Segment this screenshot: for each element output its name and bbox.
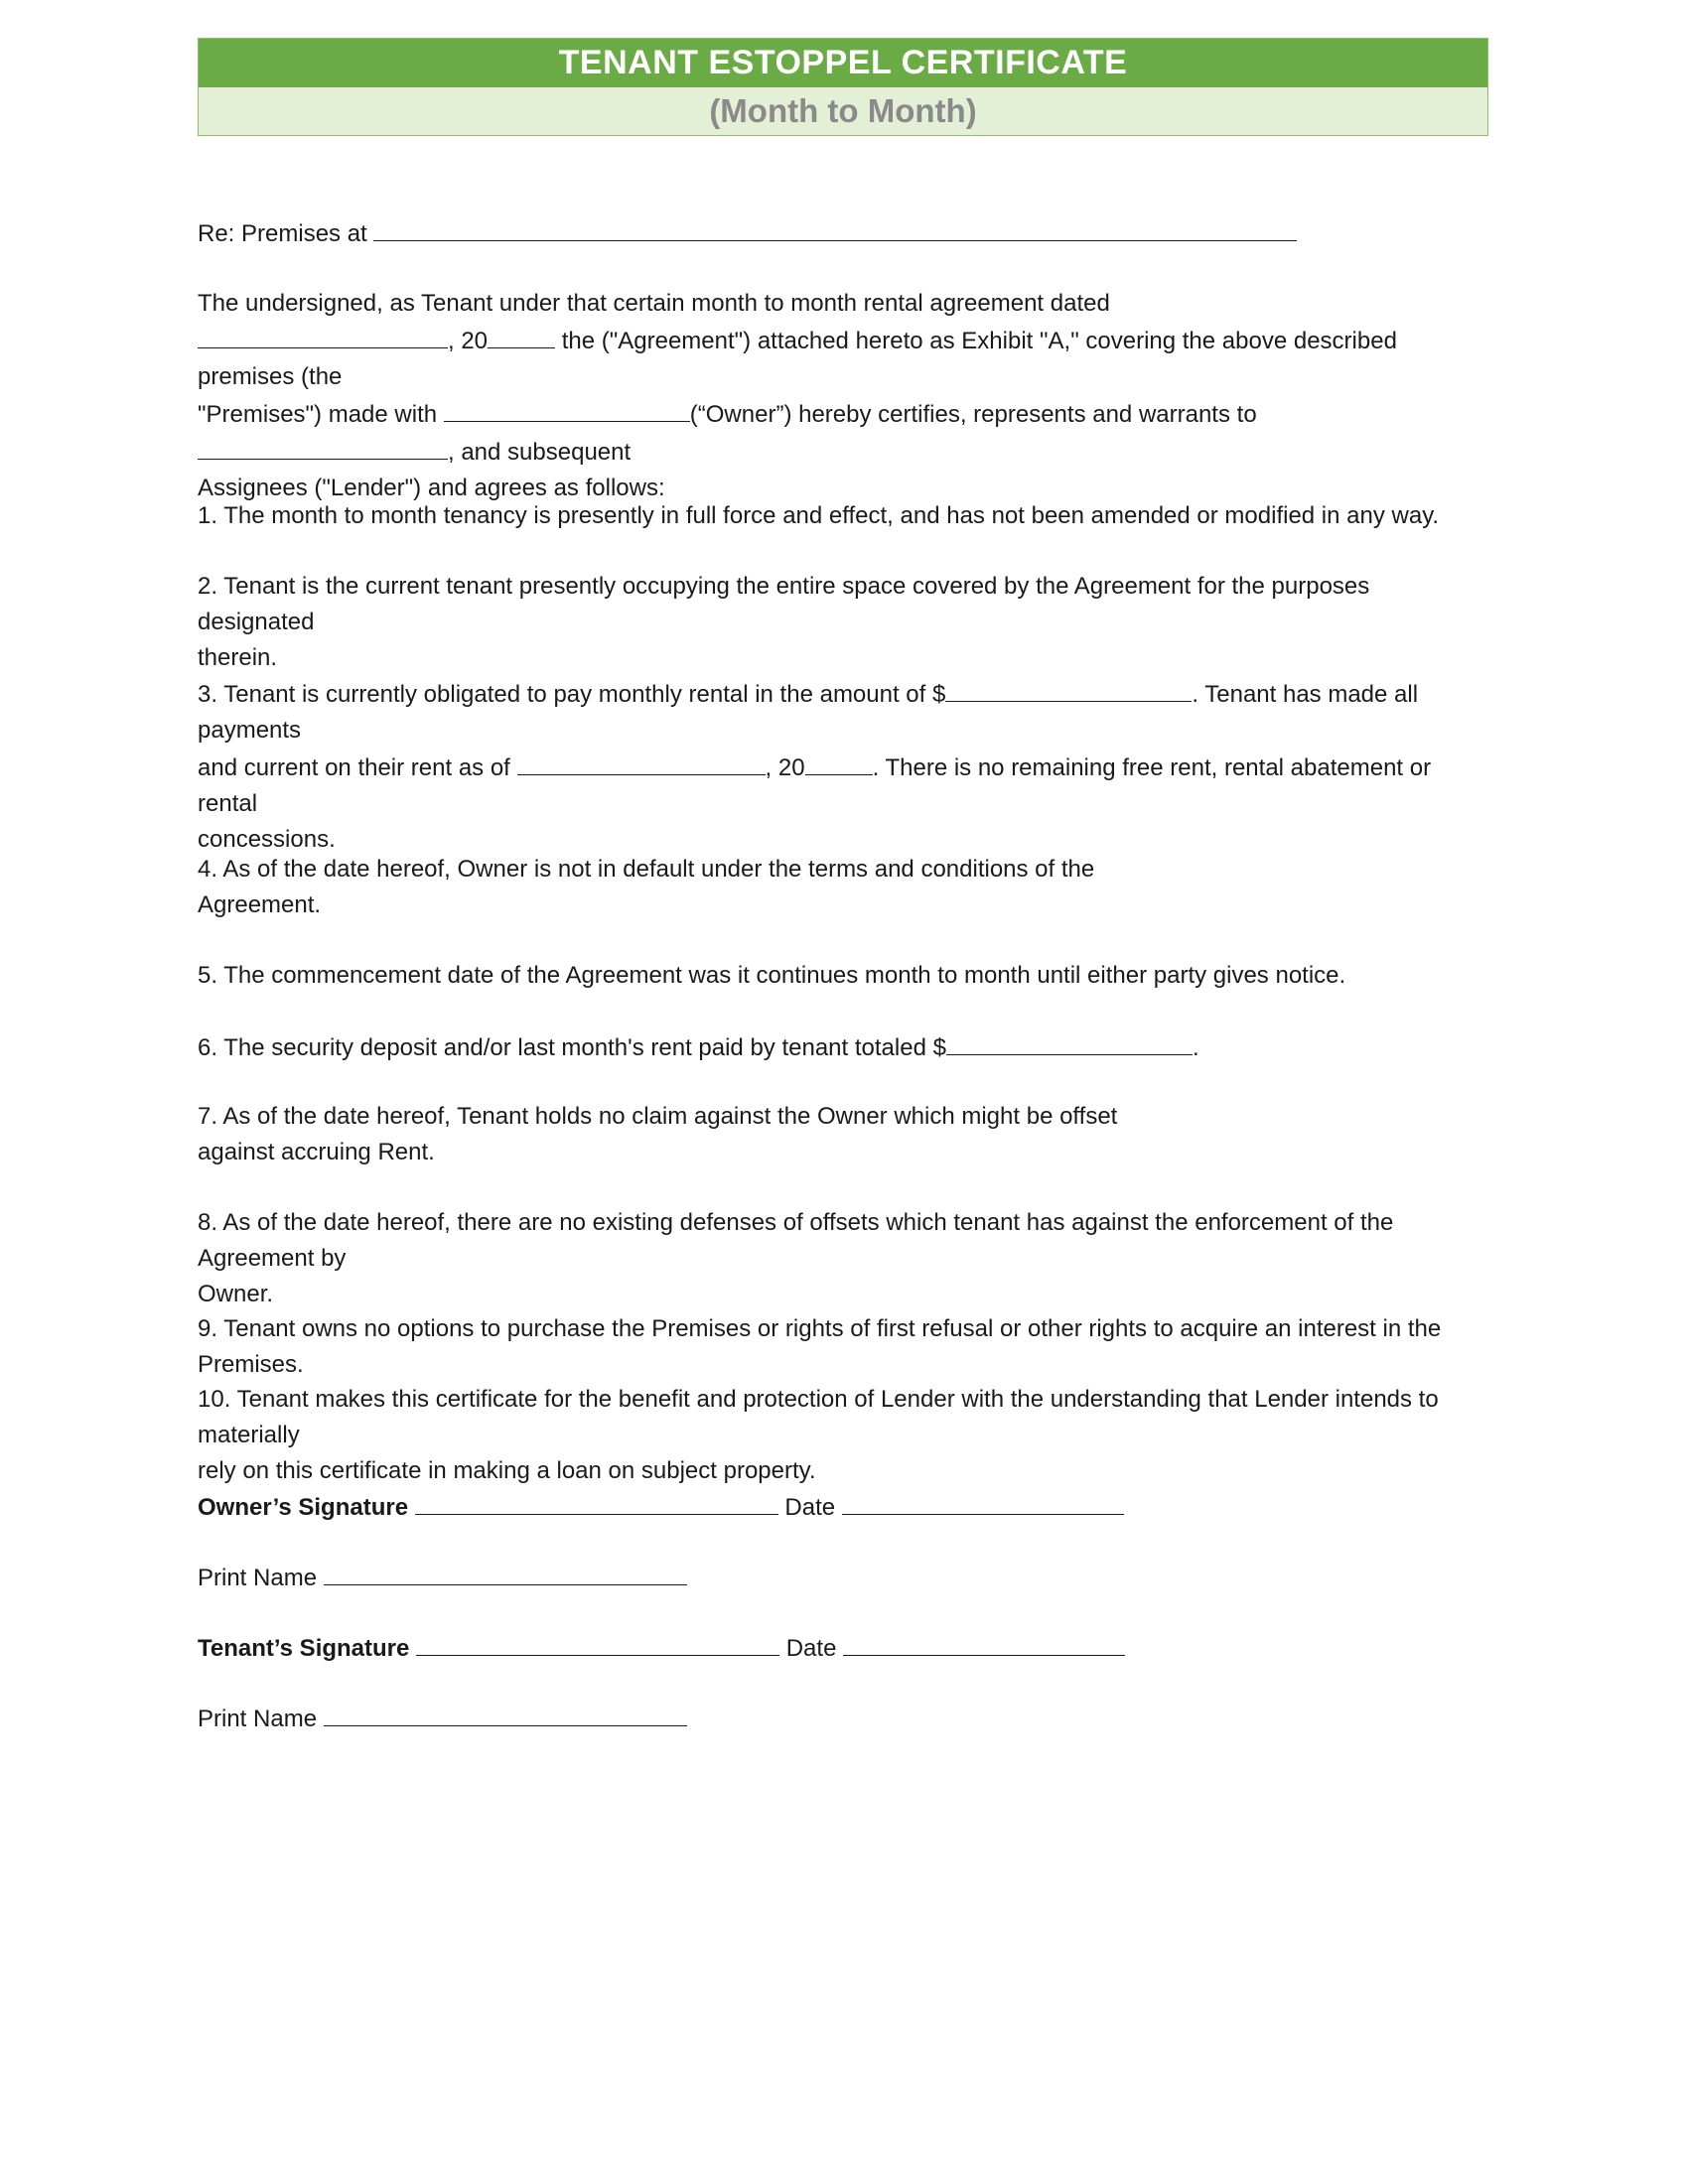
owner-print-name-line	[198, 1559, 1488, 1596]
item-4: 4. As of the date hereof, Owner is not in default under the terms and conditions of the Agreement.	[198, 856, 1095, 918]
tenant-print-name-line	[198, 1700, 1488, 1737]
security-deposit-blank[interactable]	[946, 1028, 1193, 1055]
tenant-signature-line	[198, 1629, 1488, 1667]
monthly-rent-blank[interactable]	[945, 675, 1192, 702]
lender-name-blank[interactable]	[198, 433, 448, 460]
owner-print-name-label: Print Name	[198, 1565, 318, 1591]
owner-date-label: Date	[784, 1494, 836, 1521]
intro-line-5: Assignees ("Lender") and agrees as follows:	[198, 475, 665, 501]
owner-signature-line	[198, 1488, 1488, 1526]
tenant-date-blank[interactable]	[843, 1629, 1125, 1656]
intro-line-1: The undersigned, as Tenant under that certain month to month rental agreement dated	[198, 290, 1110, 317]
item-5: 5. The commencement date of the Agreement was it continues month to month until either party gives notice.	[198, 962, 1346, 989]
tenant-signature-blank[interactable]	[416, 1629, 779, 1656]
document-page	[198, 38, 1488, 1732]
tenant-signature-label: Tenant’s Signature	[198, 1635, 410, 1662]
intro-line-4: , and subsequent	[198, 433, 1488, 471]
rent-current-date-blank[interactable]	[517, 749, 766, 775]
item-2: 2. Tenant is the current tenant presently occupying the entire space covered by the Agreement for the purposes designated therein.	[198, 573, 1370, 671]
certificate-header	[198, 38, 1488, 136]
item-1: 1. The month to month tenancy is presently in full force and effect, and has not been amended or modified in any way.	[198, 502, 1440, 529]
rent-current-year-blank[interactable]	[805, 749, 873, 775]
premises-label: Re: Premises at	[198, 220, 367, 247]
premises-blank[interactable]	[373, 214, 1297, 241]
agreement-date-blank[interactable]	[198, 322, 448, 348]
item-10: 10. Tenant makes this certificate for the benefit and protection of Lender with the understanding that Lender intends to materially rely on this certificate in making a loan on subject property.	[198, 1386, 1439, 1484]
agreement-year-blank[interactable]	[488, 322, 555, 348]
intro-line-2: , 20 the ("Agreement") attached hereto as Exhibit "A," covering the above described premises (the	[198, 322, 1488, 395]
owner-signature-label: Owner’s Signature	[198, 1494, 409, 1521]
document-subtitle: (Month to Month)	[199, 87, 1487, 135]
item-7: 7. As of the date hereof, Tenant holds no claim against the Owner which might be offset against accruing Rent.	[198, 1103, 1118, 1165]
owner-signature-blank[interactable]	[415, 1488, 778, 1515]
tenant-date-label: Date	[785, 1635, 837, 1662]
item-6: 6. The security deposit and/or last month's rent paid by tenant totaled $ .	[198, 1028, 1488, 1066]
item-8: 8. As of the date hereof, there are no existing defenses of offsets which tenant has against the enforcement of the Agreement by Owner.	[198, 1209, 1394, 1307]
owner-print-name-blank[interactable]	[324, 1559, 687, 1585]
intro-line-3: "Premises") made with (“Owner”) hereby certifies, represents and warrants to	[198, 395, 1488, 433]
premises-line	[198, 214, 1488, 252]
item-9: 9. Tenant owns no options to purchase the Premises or rights of first refusal or other rights to acquire an interest in the Premises.	[198, 1315, 1442, 1378]
intro-paragraph	[198, 286, 1488, 506]
document-title: TENANT ESTOPPEL CERTIFICATE	[199, 39, 1487, 87]
owner-name-blank[interactable]	[444, 395, 690, 422]
tenant-print-name-label: Print Name	[198, 1706, 318, 1732]
owner-date-blank[interactable]	[842, 1488, 1124, 1515]
tenant-print-name-blank[interactable]	[324, 1700, 687, 1726]
item-3: 3. Tenant is currently obligated to pay monthly rental in the amount of $ . Tenant has made all payments and current on their rent as of , 20 . There is no remaining free rent, rental abatement or rental concessions.	[198, 675, 1488, 858]
